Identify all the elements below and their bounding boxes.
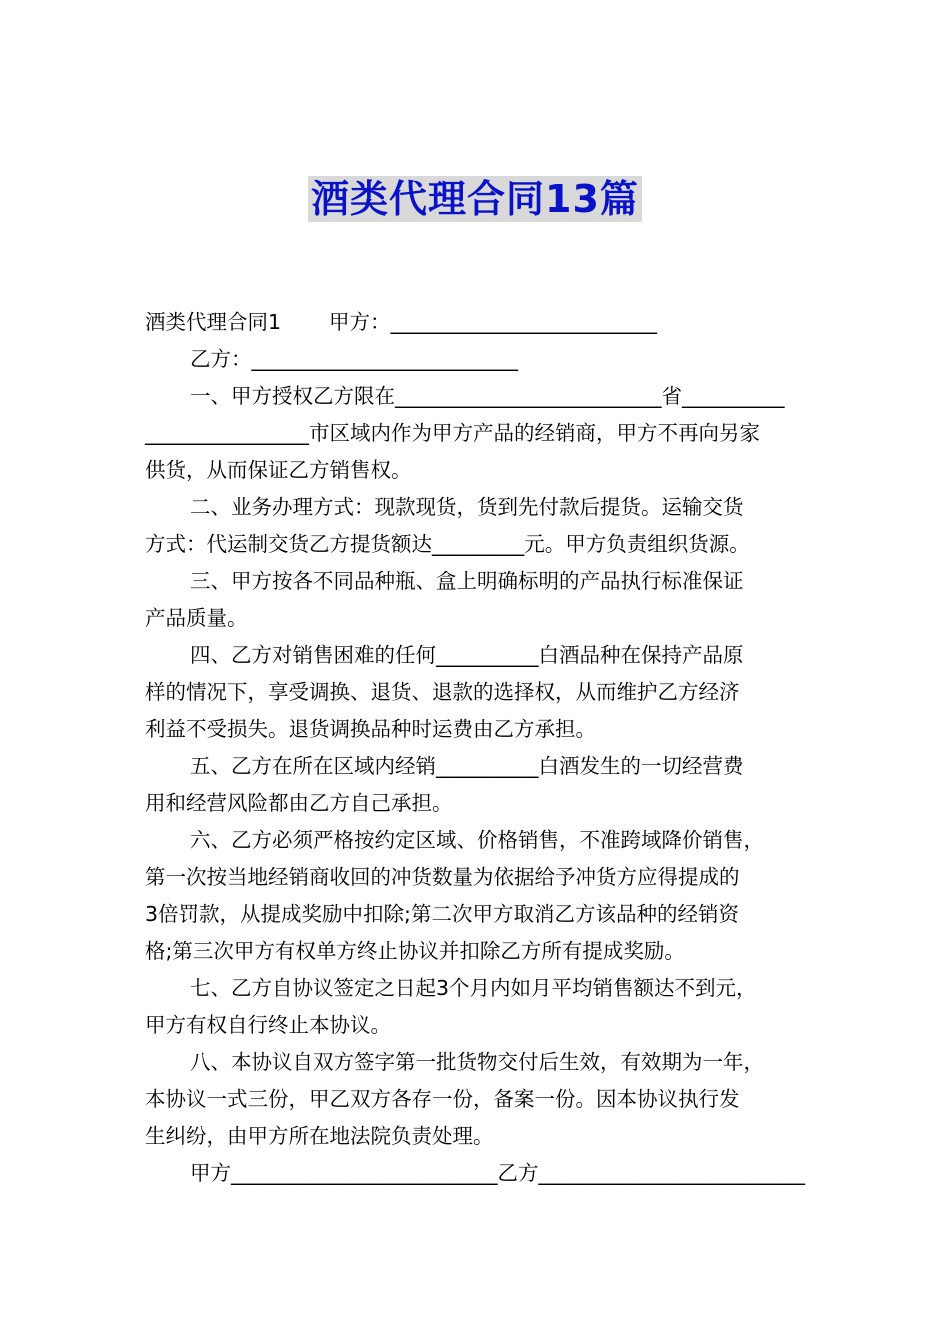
clause-6-line-2: 第一次按当地经销商收回的冲货数量为依据给予冲货方应得提成的	[145, 865, 740, 889]
title-container	[0, 176, 950, 222]
clause-8-line-1: 八、本协议自双方签字第一批货物交付后生效，有效期为一年，	[190, 1050, 764, 1074]
clause-2-line-1: 二、业务办理方式：现款现货，货到先付款后提货。运输交货	[190, 495, 744, 519]
contract-body	[145, 304, 810, 1192]
clause-4-line-2: 样的情况下，享受调换、退货、退款的选择权，从而维护乙方经济	[145, 680, 740, 704]
clause-1-line-1: 一、甲方授权乙方限在__________________________省__________	[190, 384, 785, 408]
clause-6-line-4: 格;第三次甲方有权单方终止协议并扣除乙方所有提成奖励。	[145, 939, 685, 963]
clause-1-line-3: 供货，从而保证乙方销售权。	[145, 458, 412, 482]
clause-8-line-2: 本协议一式三份，甲乙双方各存一份，备案一份。因本协议执行发	[145, 1087, 740, 1111]
signature-line: 甲方__________________________乙方__________________________	[190, 1161, 805, 1185]
intro-line	[145, 304, 810, 341]
clause-8-line-3: 生纠纷，由甲方所在地法院负责处理。	[145, 1124, 494, 1148]
party-b-field: 乙方：__________________________	[190, 347, 518, 371]
clause-3-line-2: 产品质量。	[145, 606, 248, 630]
clause-1-line-2: ________________市区域内作为甲方产品的经销商，甲方不再向另家	[145, 421, 760, 445]
intro-label: 酒类代理合同1	[145, 310, 282, 334]
clause-5-line-1: 五、乙方在所在区域内经销__________白酒发生的一切经营费	[190, 754, 744, 778]
clause-4-line-3: 利益不受损失。退货调换品种时运费由乙方承担。	[145, 717, 596, 741]
clause-7-line-1: 七、乙方自协议签定之日起3个月内如月平均销售额达不到元，	[190, 976, 757, 1000]
document-title: 酒类代理合同13篇	[308, 176, 642, 222]
party-a-field: 甲方：__________________________	[329, 310, 658, 334]
clause-6-line-3: 3倍罚款，从提成奖励中扣除;第二次甲方取消乙方该品种的经销资	[145, 902, 739, 926]
clause-6-line-1: 六、乙方必须严格按约定区域、价格销售，不准跨域降价销售，	[190, 828, 764, 852]
clause-7-line-2: 甲方有权自行终止本协议。	[145, 1013, 391, 1037]
clause-5-line-2: 用和经营风险都由乙方自己承担。	[145, 791, 453, 815]
clause-3-line-1: 三、甲方按各不同品种瓶、盒上明确标明的产品执行标准保证	[190, 569, 744, 593]
clause-4-line-1: 四、乙方对销售困难的任何__________白酒品种在保持产品原	[190, 643, 744, 667]
clause-2-line-2: 方式：代运制交货乙方提货额达_________元。甲方负责组织货源。	[145, 532, 750, 556]
